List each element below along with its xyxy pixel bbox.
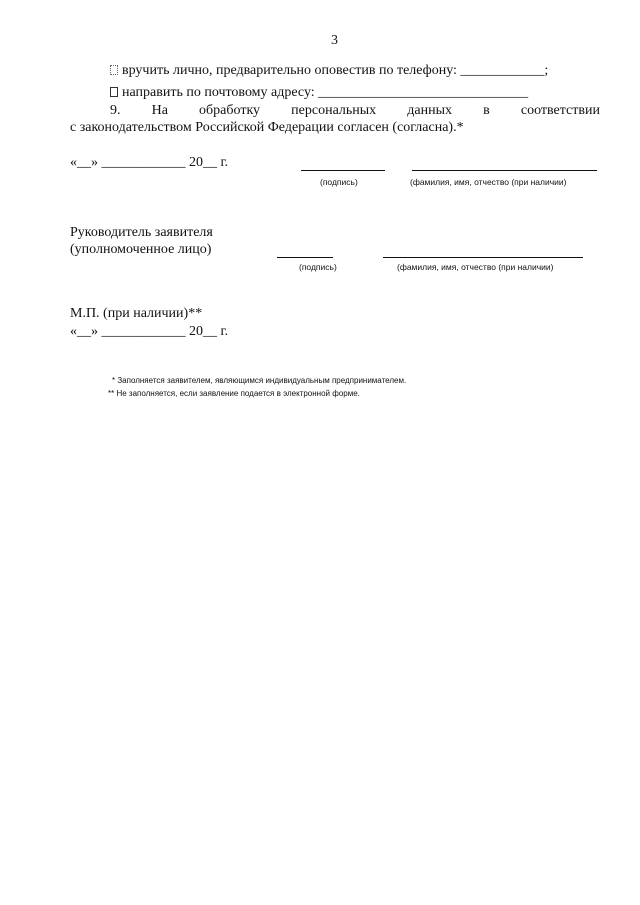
date-line: «__» ____________ 20__ г.: [70, 155, 229, 170]
signature-line: [277, 257, 333, 258]
delivery-option-in-person-label: вручить лично, предварительно оповестив по телефону: ____________;: [122, 63, 549, 78]
consent-word: На: [151, 103, 168, 118]
checkbox-in-person[interactable]: [110, 65, 118, 75]
name-caption: (фамилия, имя, отчество (при наличии): [397, 262, 554, 272]
head-title-line-1: Руководитель заявителя: [70, 225, 213, 240]
date-line: «__» ____________ 20__ г.: [70, 324, 229, 339]
footnote-1: * Заполняется заявителем, являющимся индивидуальным предпринимателем.: [112, 376, 407, 385]
delivery-option-by-mail: [110, 85, 528, 101]
footnote-2: ** Не заполняется, если заявление подается в электронной форме.: [108, 389, 360, 398]
head-title-line-2: (уполномоченное лицо): [70, 242, 212, 257]
delivery-option-in-person: [110, 63, 548, 79]
page-number: 3: [331, 33, 338, 48]
consent-line-2: с законодательством Российской Федерации согласен (согласна).*: [70, 120, 464, 135]
consent-word: обработку: [199, 103, 261, 118]
name-line: [412, 170, 597, 171]
consent-word: данных: [407, 103, 453, 118]
checkbox-by-mail[interactable]: [110, 87, 118, 97]
consent-word: соответствии: [520, 103, 600, 118]
name-caption: (фамилия, имя, отчество (при наличии): [410, 177, 567, 187]
signature-line: [301, 170, 385, 171]
delivery-option-by-mail-label: направить по почтовому адресу: ______________________________: [122, 85, 529, 100]
signature-caption: (подпись): [299, 262, 337, 272]
name-line: [383, 257, 583, 258]
consent-word: персональных: [291, 103, 377, 118]
consent-line-1: [70, 103, 600, 119]
consent-number: 9.: [110, 103, 121, 118]
stamp-label: М.П. (при наличии)**: [70, 306, 203, 321]
consent-word: в: [483, 103, 490, 118]
signature-caption: (подпись): [320, 177, 358, 187]
